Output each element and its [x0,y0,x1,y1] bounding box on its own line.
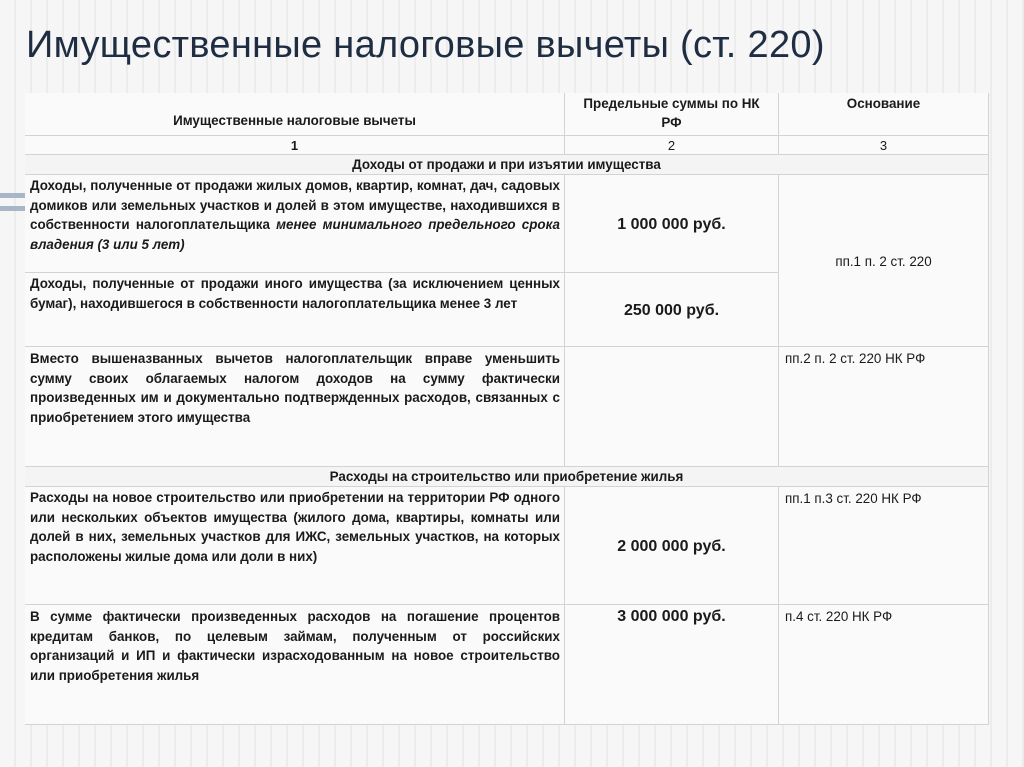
header-deductions: Имущественные налоговые вычеты [25,93,565,136]
limit-amount: 250 000 руб. [565,273,779,347]
deduction-description: Расходы на новое строительство или приобретении на территории РФ одного или нескольких объектов имущества (жилого дома, квартиры, комнаты или долей в них, земельных участков для ИЖС, земельных участков, на которых расположены жилые дома или доли в них) [25,487,565,605]
limit-amount-empty [565,347,779,467]
row1-text-italic: менее минимального предельного срока владения (3 или 5 лет) [30,217,560,252]
basis-reference: пп.2 п. 2 ст. 220 НК РФ [779,347,989,467]
column-number-1: 1 [25,136,565,155]
basis-reference: п.4 ст. 220 НК РФ [779,605,989,725]
slide-title: Имущественные налоговые вычеты (ст. 220) [26,24,825,66]
deduction-description: В сумме фактически произведенных расходов на погашение процентов кредитам банков, по целевым займам, полученным от российских организаций и ИП и фактически израсходованным на новое строительство или приобретения жилья [25,605,565,725]
section-title-sales: Доходы от продажи и при изъятии имущества [25,155,989,175]
deductions-table [25,93,989,725]
header-basis: Основание [779,93,989,136]
deduction-description [25,175,565,273]
basis-reference: пп.1 п. 2 ст. 220 [779,175,989,347]
header-limits: Предельные суммы по НК РФ [565,93,779,136]
limit-amount: 2 000 000 руб. [565,487,779,605]
column-number-3: 3 [779,136,989,155]
section-title-housing: Расходы на строительство или приобретение жилья [25,467,989,487]
column-number-2: 2 [565,136,779,155]
accent-bar [0,206,26,211]
row1-text: Доходы, полученные от продажи жилых домов, квартир, комнат, дач, садовых домиков или земельных участков и долей в этом имуществе, находившихся в собственности налогоплательщика [30,178,560,232]
accent-bar [0,193,26,198]
limit-amount: 3 000 000 руб. [565,605,779,725]
deduction-description: Вместо вышеназванных вычетов налогоплательщик вправе уменьшить сумму своих облагаемых налогом доходов на сумму фактически произведенных им и документально подтвержденных расходов, связанных с приобретением этого имущества [25,347,565,467]
deduction-description: Доходы, полученные от продажи иного имущества (за исключением ценных бумаг), находившегося в собственности налогоплательщика менее 3 лет [25,273,565,347]
limit-amount: 1 000 000 руб. [565,175,779,273]
basis-reference: пп.1 п.3 ст. 220 НК РФ [779,487,989,605]
